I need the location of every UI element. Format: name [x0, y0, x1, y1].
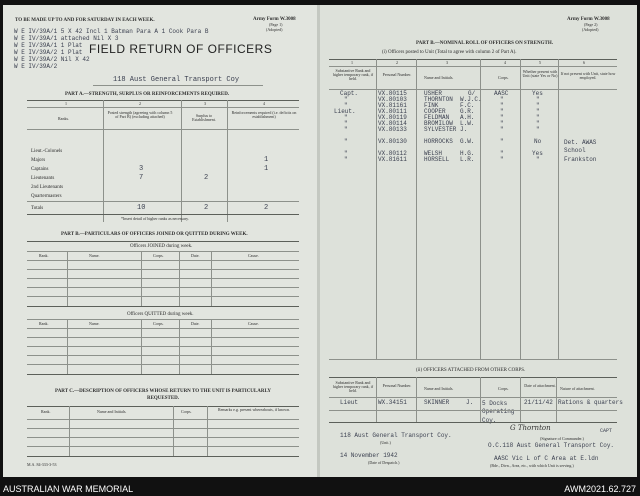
- form-page-2: (Page 2): [584, 22, 598, 27]
- col-num-2: 2: [139, 101, 141, 106]
- partc-col-name: Name and Initials.: [97, 409, 127, 414]
- accession-number: AWM2021.62.727: [564, 484, 636, 494]
- form-adopted: (Adopted): [266, 27, 283, 32]
- rank-captains: Captains: [31, 167, 49, 172]
- rank-lieutenants: Lieutenants: [31, 176, 55, 181]
- part-a-footnote: *Insert detail of higher ranks as necessary.: [121, 216, 189, 221]
- r-col-num-6: 6: [583, 60, 585, 65]
- quitted-col-name: Name.: [89, 321, 100, 326]
- partc-col-remarks: Remarks e.g. present whereabouts, if known.: [217, 407, 291, 412]
- typed-ref-4: W E IV/39A/2 1 Plat: [14, 49, 83, 56]
- document-scan: [3, 5, 637, 477]
- r-col-number-header: Personal Number.: [382, 72, 412, 77]
- reinf-captains: 1: [264, 165, 269, 173]
- page-one: [3, 5, 317, 477]
- archive-caption-bar: [0, 481, 640, 496]
- typed-ref-5: W E IV/39A/2 Nil X 42: [14, 56, 90, 63]
- att-col-number: Personal Number.: [382, 383, 412, 388]
- partc-col-corps: Corps.: [181, 409, 192, 414]
- att-col-name: Name and Initials.: [424, 386, 454, 391]
- quitted-col-date: Date.: [191, 321, 200, 326]
- r-col-num-5: 5: [539, 60, 541, 65]
- formation-caption: (Bde., Divn., Area, etc., with which Unit is serving.): [490, 463, 574, 468]
- top-note: TO BE MADE UP TO AND FOR SATURDAY IN EACH WEEK.: [15, 18, 155, 23]
- r-col-corps-header: Corps.: [498, 75, 509, 80]
- total-posted: 10: [137, 204, 146, 212]
- formation: AASC Vic L of C Area at E.ldn: [494, 455, 599, 462]
- signature-rank: CAPT: [600, 428, 613, 434]
- r-col-num-3: 3: [446, 60, 448, 65]
- r-col-num-1: 1: [351, 60, 353, 65]
- quitted-heading: Officers QUITTED during week.: [127, 312, 194, 317]
- part-b-heading: PART B.—PARTICULARS OF OFFICERS JOINED OR QUITTED DURING WEEK.: [61, 232, 248, 237]
- joined-col-rank: Rank.: [39, 253, 49, 258]
- col-surplus-header: Surplus to Establishment.: [192, 113, 216, 122]
- part-a-heading: PART A.—STRENGTH, SURPLUS OR REINFORCEMENTS REQUIRED.: [65, 92, 230, 97]
- typed-ref-3: W E IV/39A/1 1 Plat: [14, 42, 83, 49]
- posted-lieutenants: 7: [139, 174, 144, 182]
- partc-col-rank: Rank.: [41, 409, 51, 414]
- rank-majors: Majors: [31, 158, 46, 163]
- typed-ref-2: W E IV/39A/1 attached Nil X 3: [14, 35, 119, 42]
- r-col-num-4: 4: [504, 60, 506, 65]
- r-col-name-header: Name and Initials.: [424, 75, 454, 80]
- reinf-majors: 1: [264, 156, 269, 164]
- form-number: Army Form W.3008: [253, 17, 296, 22]
- att-col-rank: Substantive Rank and higher temporary rank, if held.: [332, 380, 374, 393]
- unit-line: 118 Aust General Transport Coy: [113, 76, 240, 84]
- despatch-date: 14 November 1942: [340, 452, 398, 459]
- col-num-4: 4: [263, 101, 265, 106]
- part-c-heading: PART C.—DESCRIPTION OF OFFICERS WHOSE RETURN TO THE UNIT IS PARTICULARLY REQUESTED.: [55, 389, 271, 401]
- archive-name: AUSTRALIAN WAR MEMORIAL: [3, 484, 134, 494]
- col-rank-header: Ranks.: [58, 116, 69, 121]
- form-adopted-2: (Adopted): [582, 27, 599, 32]
- joined-col-date: Date.: [191, 253, 200, 258]
- att-col-corps: Corps.: [498, 386, 509, 391]
- form-number-2: Army Form W.3008: [567, 17, 610, 22]
- typed-ref-6: W E IV/39A/2: [14, 63, 58, 70]
- sub1-heading: (i) Officers posted to Unit (Total to agree with column 2 of Part A).: [382, 50, 517, 55]
- unit-name: 118 Aust General Transport Coy.: [340, 432, 452, 439]
- rank-quartermasters: Quartermasters: [31, 194, 62, 199]
- total-surplus: 2: [204, 204, 209, 212]
- typed-ref-1: W E IV/39A/1 5 X 42 Incl 1 Batman Para A 1 Cook Para B: [14, 28, 209, 35]
- surplus-lieutenants: 2: [204, 174, 209, 182]
- joined-col-cause: Cause.: [248, 253, 259, 258]
- rank-lieut-colonels: Lieut.-Colonels: [31, 149, 63, 154]
- signature-caption: (Signature of Commander.): [540, 436, 584, 441]
- unit-caption: (Unit.): [380, 440, 391, 445]
- r-col-present-header: Whether present with Unit (state Yes or No): [522, 69, 558, 78]
- col-reinf-header: Reinforcements required (i.e. deficits on establishment): [231, 110, 297, 119]
- att-col-nature: Nature of attachment.: [560, 386, 595, 391]
- total-reinforcements: 2: [264, 204, 269, 212]
- commander-signature: G Thornton: [510, 424, 551, 432]
- date-caption: (Date of Despatch.): [368, 460, 400, 465]
- printer-code: M.A. 84-333-3-53: [27, 462, 57, 467]
- posted-captains: 3: [139, 165, 144, 173]
- r-col-num-2: 2: [396, 60, 398, 65]
- quitted-col-cause: Cause.: [248, 321, 259, 326]
- signer-title: O.C.118 Aust General Transport Coy.: [488, 442, 615, 449]
- r-col-employed-header: If not present with Unit, state how employed.: [560, 71, 616, 80]
- joined-col-corps: Corps.: [153, 253, 164, 258]
- totals-label: Totals: [31, 206, 44, 211]
- form-title: FIELD RETURN OF OFFICERS: [89, 42, 273, 56]
- col-num-1: 1: [65, 101, 67, 106]
- rank-2nd-lieutenants: 2nd Lieutenants: [31, 185, 64, 190]
- form-page: (Page 1): [269, 22, 283, 27]
- nominal-roll-heading: PART B.—NOMINAL ROLL OF OFFICERS ON STRENGTH.: [416, 41, 553, 46]
- col-num-3: 3: [204, 101, 206, 106]
- quitted-col-rank: Rank.: [39, 321, 49, 326]
- col-posted-header: Posted strength (agreeing with column 5 of Part B) (excluding attached): [107, 110, 173, 119]
- sub2-heading: (ii) OFFICERS ATTACHED FROM OTHER CORPS.: [416, 368, 526, 373]
- att-col-date: Date of attachment.: [524, 383, 556, 388]
- r-col-rank-header: Substantive Rank and higher temporary rank, if held.: [332, 68, 374, 81]
- page-two: Army Form W.3008 (Page 2) (Adopted) PART B.—NOMINAL ROLL OF OFFICERS ON STRENGTH. (i) Officers posted to Unit (Total to agree with column 2 of Part A). 1 2 3 4 5 6 Substantive Rank and higher temporary rank, if held. Personal Number. Name and Initials. Corps. Whether present with Unit (state Yes or No) If not present with Unit, state how employed. Capt. VX.80115 USHER G/ AASC Yes " VX.80103 THORNTON W.J.C. " " " VX.81161 FINK F.C. " " Lieut. VX.80111 COOPER G.R. " " " VX.80119 FELDMAN A.H. " " " VX.80114 BROMILOW L.W. " " " VX.80133 SYLVESTER J. " " " VX.80130 HORROCKS G.W. " No Det. AWAS School Frankston " VX.80112 WELSH H.G. " Yes " VX.81611 HORSELL L.R. " " (ii) OFFICERS ATTACHED FROM OTHER CORPS. Substantive Rank and higher temporary rank, if held. Personal Number. Name and Initials. Corps. Date of attachment. Nature of attachment. Lieut WX.34151 SKINNER J. 5 Docks Operating Coy. 21/11/42 Rations & quarters 118 Aust General Transport Coy. (Unit.) 14 November 1942 (Date of Despatch.) G Thornton CAPT (Signature of Commander.) O.C.118 Aust General Transport Coy. AASC Vic L of C Area at E.ldn (Bde., Divn., Area, etc., with which Unit is serving.): [320, 5, 637, 477]
- joined-col-name: Name.: [89, 253, 100, 258]
- joined-heading: Officers JOINED during week.: [130, 244, 193, 249]
- quitted-col-corps: Corps.: [153, 321, 164, 326]
